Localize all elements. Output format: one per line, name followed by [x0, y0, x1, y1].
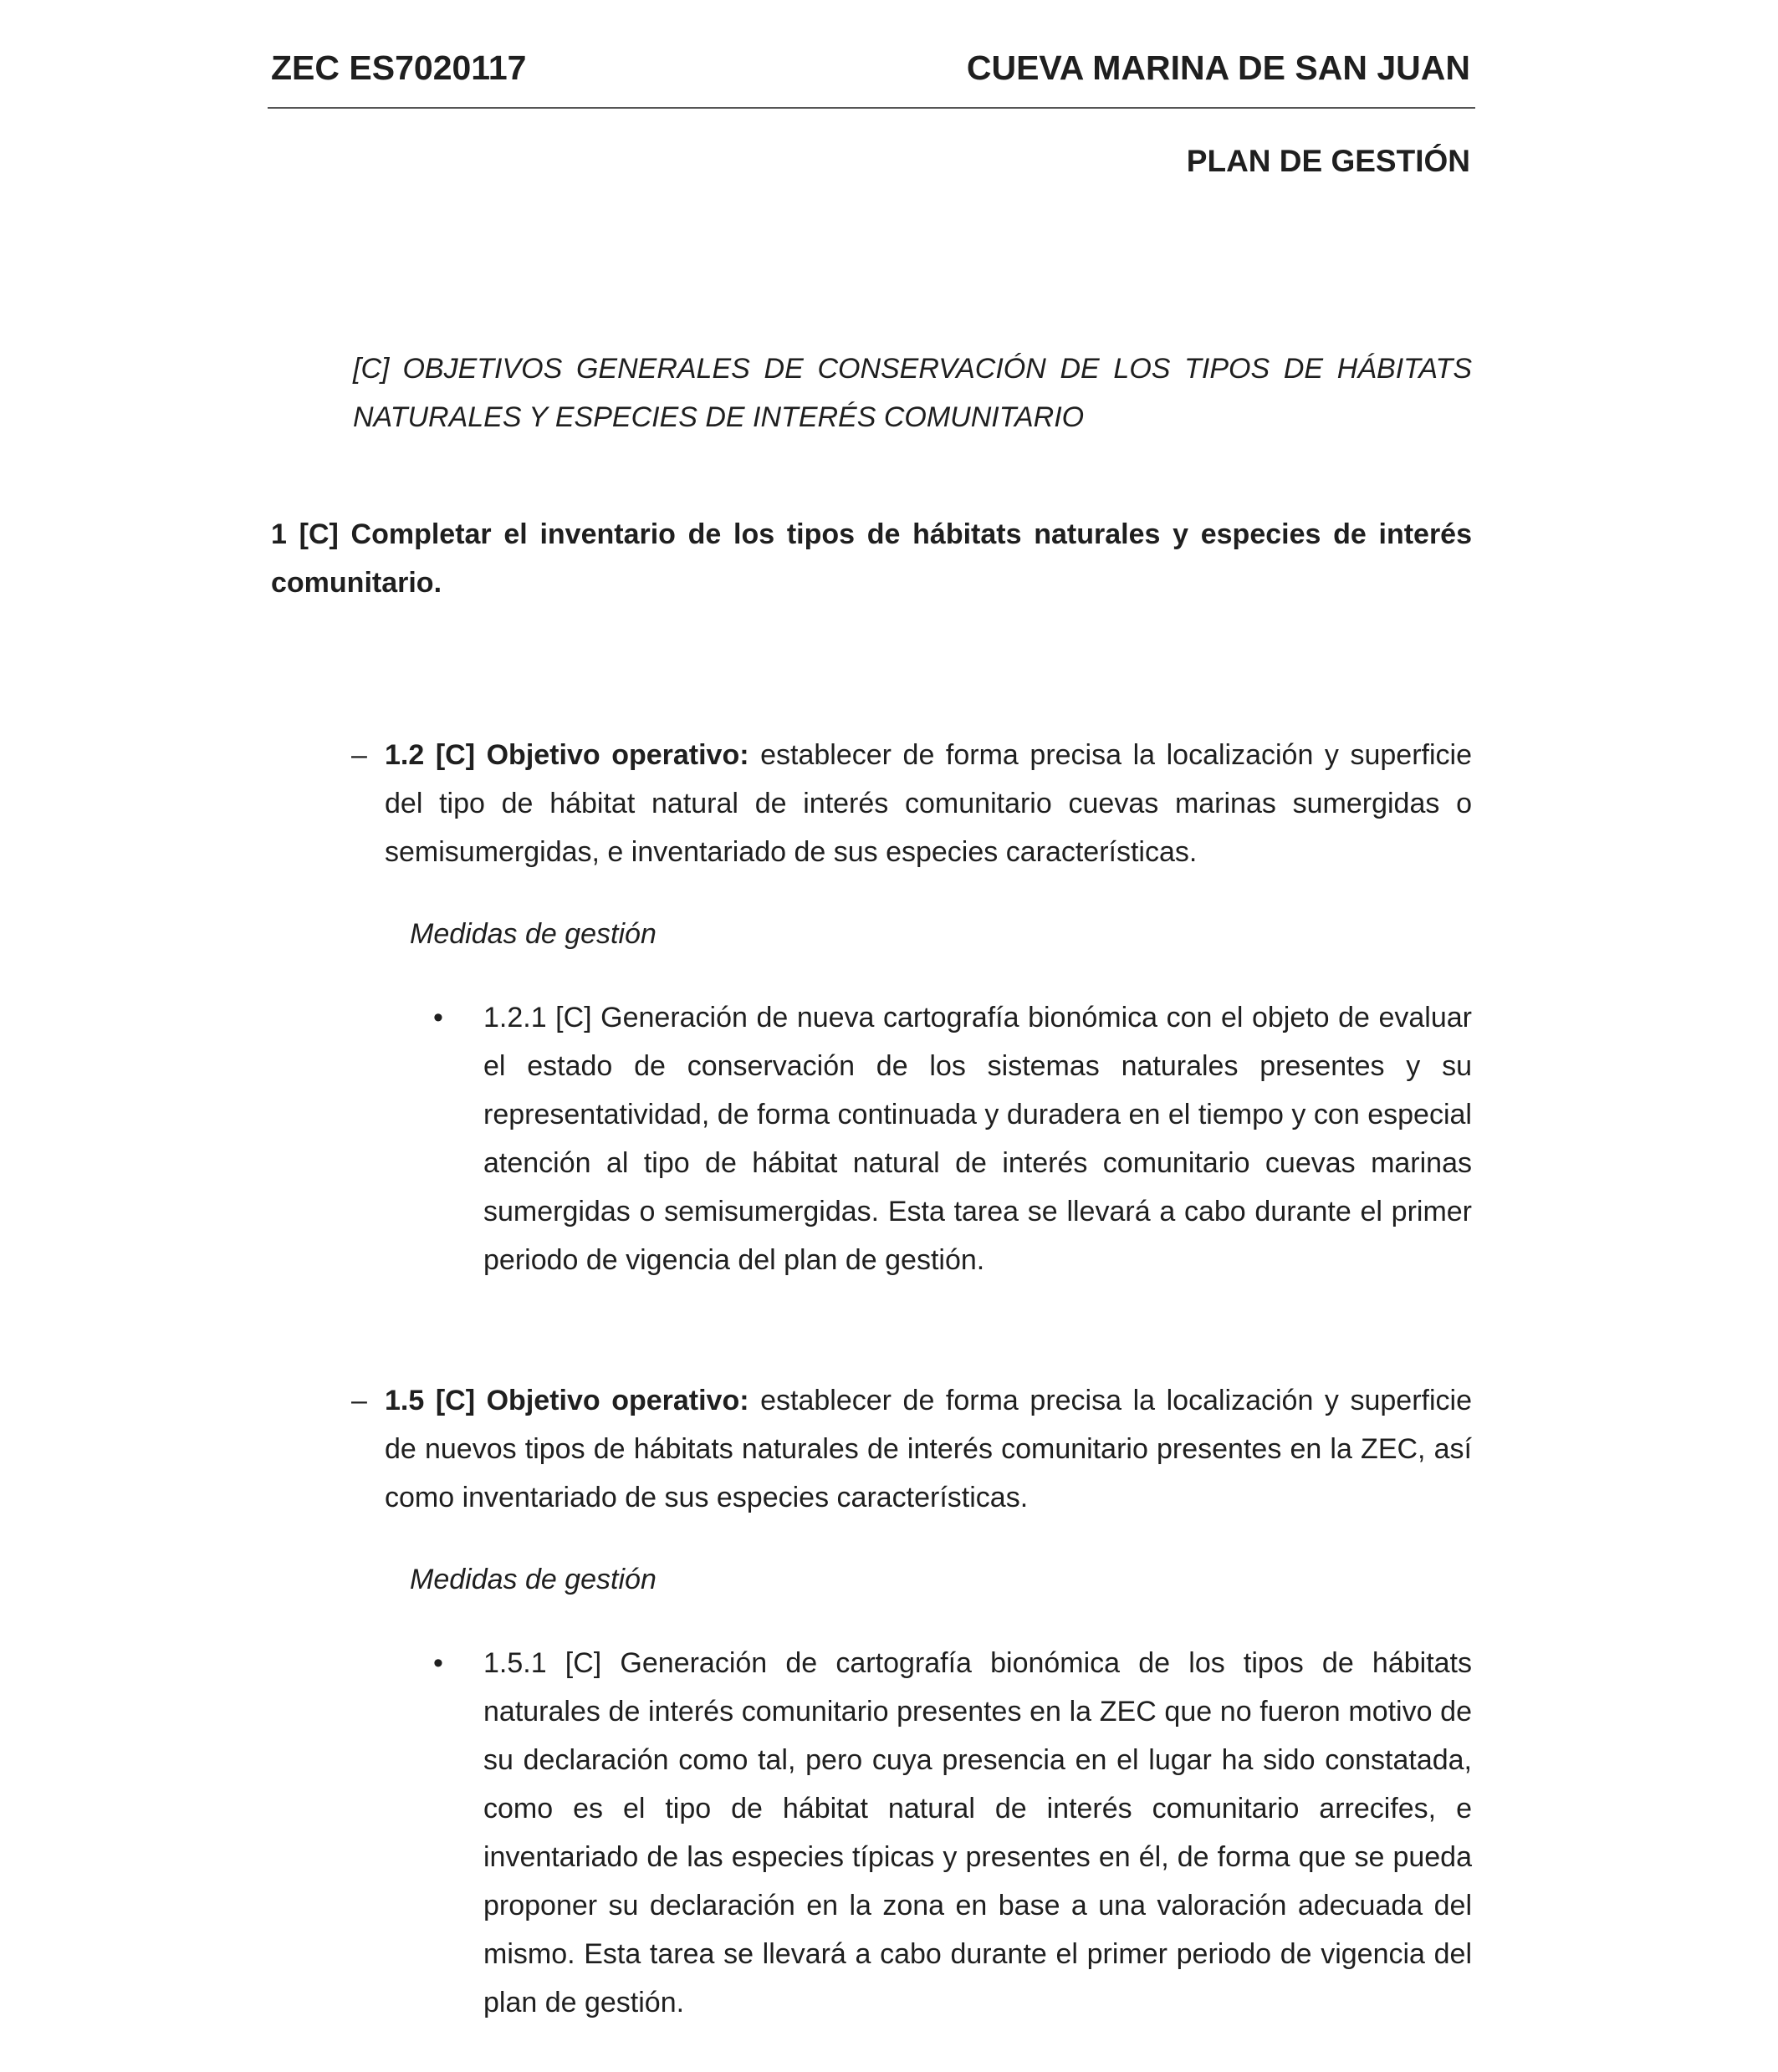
site-code: ZEC ES7020117 — [271, 48, 527, 87]
document-type: PLAN DE GESTIÓN — [1186, 144, 1470, 178]
objective-code: 1.5 [C] — [385, 1385, 476, 1416]
section-title-text: OBJETIVOS GENERALES DE CONSERVACIÓN DE LOS TIPOS DE HÁBITATS NATURALES Y ESPECIES DE INTERÉS COMUNITARIO — [353, 353, 1472, 433]
measure-text: 1.5.1 [C] Generación de cartografía bionómica de los tipos de hábitats naturales de interés comunitario presentes en la ZEC que no fueron motivo de su declaración como tal, pero cuya presencia en el lugar ha sido constatada, como es el tipo de hábitat natural de interés comunitario arrecifes, e inventariado de las especies típicas y presentes en él, de forma que se pueda proponer su declaración en la zona en base a una valoración adecuada del mismo. Esta tarea se llevará a cabo durante el primer periodo de vigencia del plan de gestión. — [483, 1647, 1472, 2018]
page-header — [269, 43, 1474, 94]
header-divider — [268, 107, 1475, 109]
objective-code: 1.2 [C] — [385, 739, 476, 771]
general-objective: 1 [C] Completar el inventario de los tipos de hábitats naturales y especies de interés comunitario. — [271, 518, 1472, 599]
section-tag: [C] — [353, 353, 390, 385]
measures-heading-1-5: Medidas de gestión — [410, 1564, 657, 1595]
section-title — [353, 344, 1472, 441]
bullet-marker: • — [433, 1647, 443, 1679]
measures-heading-1-2: Medidas de gestión — [410, 918, 657, 950]
dash-marker: – — [351, 739, 367, 771]
objective-label: Objetivo operativo: — [486, 1385, 749, 1416]
dash-marker: – — [351, 1385, 367, 1416]
objective-label: Objetivo operativo: — [486, 739, 749, 771]
bullet-marker: • — [433, 1002, 443, 1033]
document-page — [269, 0, 1474, 2072]
measure-1-2-1 — [433, 993, 1472, 1284]
operational-objective-1-5 — [351, 1376, 1472, 1522]
operational-objective-1-2 — [351, 731, 1472, 876]
measure-text: 1.2.1 [C] Generación de nueva cartografía bionómica con el objeto de evaluar el estado de conservación de los sistemas naturales presentes y su representatividad, de forma continuada y duradera en el tiempo y con especial atención al tipo de hábitat natural de interés comunitario cuevas marinas sumergidas o semisumergidas. Esta tarea se llevará a cabo durante el primer periodo de vigencia del plan de gestión. — [483, 1002, 1472, 1276]
site-name: CUEVA MARINA DE SAN JUAN — [966, 48, 1470, 87]
measure-1-5-1 — [433, 1639, 1472, 2027]
objective-text: establecer de forma precisa la localización y superficie de nuevos tipos de hábitats naturales de interés comunitario presentes en la ZEC, así como inventariado de sus especies características. — [385, 1385, 1472, 1513]
objective-text: establecer de forma precisa la localización y superficie del tipo de hábitat natural de interés comunitario cuevas marinas sumergidas o semisumergidas, e inventariado de sus especies características. — [385, 739, 1472, 868]
